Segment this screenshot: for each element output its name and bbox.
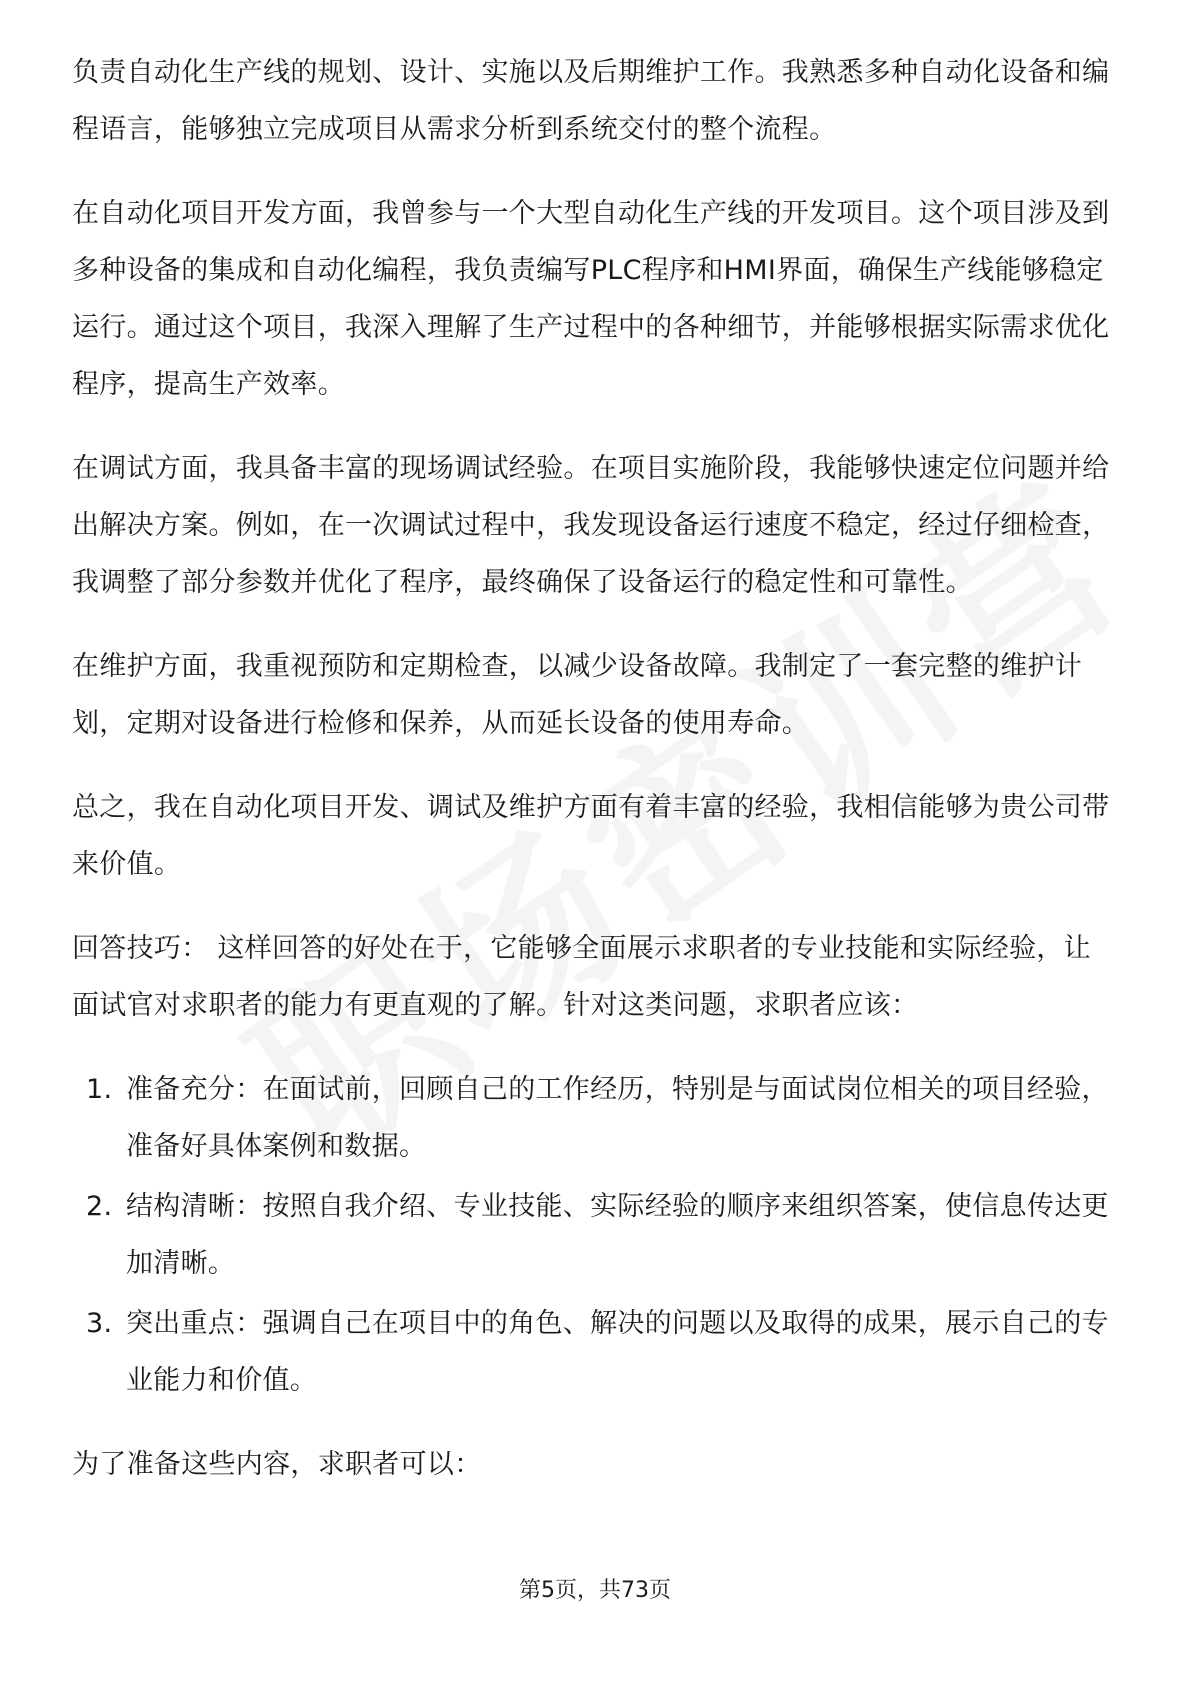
list-text: 结构清晰：按照自我介绍、专业技能、实际经验的顺序来组织答案，使信息传达更加清晰。 [126, 1191, 1109, 1279]
list-item [72, 1061, 1117, 1175]
paragraph-responsibilities: 负责自动化生产线的规划、设计、实施以及后期维护工作。我熟悉多种自动化设备和编程语言，能够独立完成项目从需求分析到系统交付的整个流程。 [72, 57, 1110, 145]
list-text: 准备充分：在面试前，回顾自己的工作经历，特别是与面试岗位相关的项目经验，准备好具体案例和数据。 [126, 1074, 1109, 1162]
list-text: 突出重点：强调自己在项目中的角色、解决的问题以及取得的成果，展示自己的专业能力和价值。 [126, 1308, 1109, 1396]
paragraph-closing: 为了准备这些内容，求职者可以： [72, 1449, 482, 1480]
tips-list [72, 1061, 1117, 1409]
list-item [72, 1178, 1117, 1292]
paragraph-debugging: 在调试方面，我具备丰富的现场调试经验。在项目实施阶段，我能够快速定位问题并给出解决方案。例如，在一次调试过程中，我发现设备运行速度不稳定，经过仔细检查，我调整了部分参数并优化了程序，最终确保了设备运行的稳定性和可靠性。 [72, 453, 1110, 598]
paragraph-summary: 总之，我在自动化项目开发、调试及维护方面有着丰富的经验，我相信能够为贵公司带来价值。 [72, 792, 1110, 880]
paragraph-maintenance: 在维护方面，我重视预防和定期检查，以减少设备故障。我制定了一套完整的维护计划，定期对设备进行检修和保养，从而延长设备的使用寿命。 [72, 651, 1083, 739]
list-number: 2. [86, 1191, 113, 1222]
paragraph-answer-tips: 回答技巧： 这样回答的好处在于，它能够全面展示求职者的专业技能和实际经验，让面试官对求职者的能力有更直观的了解。针对这类问题，求职者应该： [72, 933, 1091, 1021]
paragraph-development: 在自动化项目开发方面，我曾参与一个大型自动化生产线的开发项目。这个项目涉及到多种设备的集成和自动化编程，我负责编写PLC程序和HMI界面，确保生产线能够稳定运行。通过这个项目，我深入理解了生产过程中的各种细节，并能够根据实际需求优化程序，提高生产效率。 [72, 198, 1110, 400]
list-number: 3. [86, 1308, 113, 1339]
page-footer: 第5页，共73页 [519, 1578, 671, 1603]
list-item [72, 1295, 1117, 1409]
document-body [72, 44, 1117, 1520]
list-number: 1. [86, 1074, 113, 1105]
